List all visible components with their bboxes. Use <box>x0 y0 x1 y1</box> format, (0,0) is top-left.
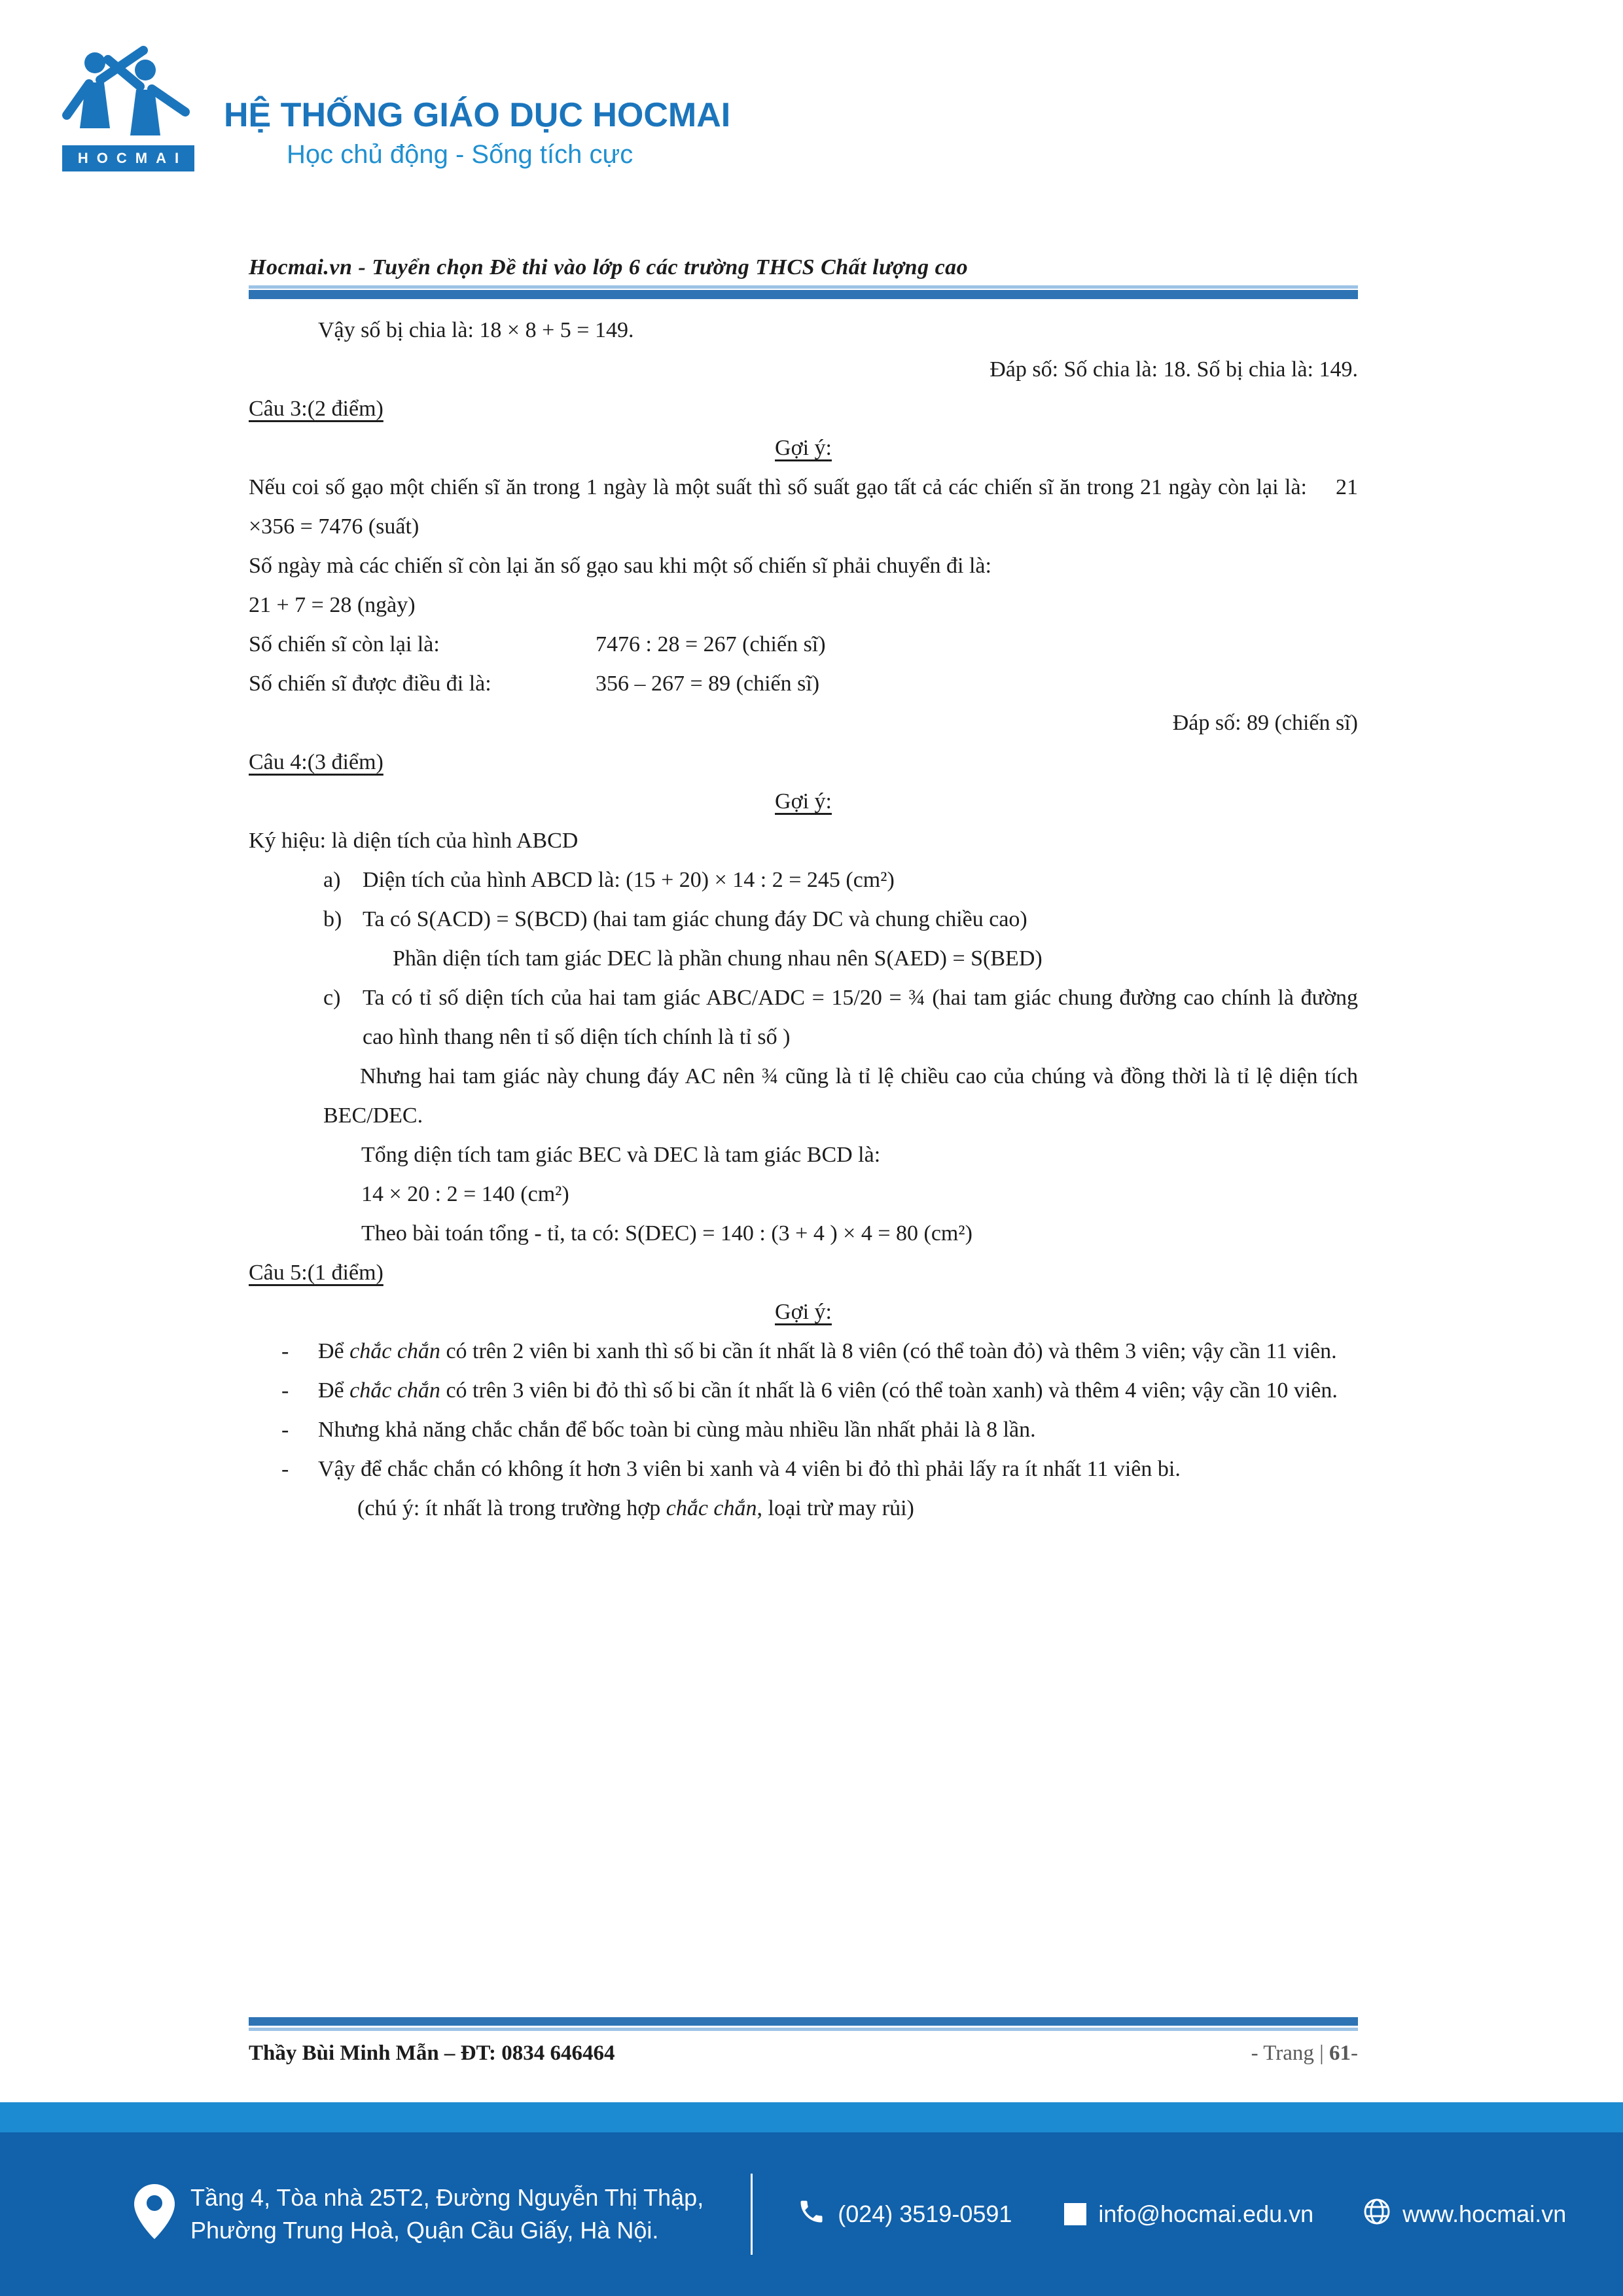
cau4-goiy: Gợi ý: <box>775 789 832 814</box>
address-text: Tầng 4, Tòa nhà 25T2, Đường Nguyễn Thị Thập, Phường Trung Hoà, Quận Cầu Giấy, Hà Nội. <box>190 2184 704 2244</box>
hocmai-logo-box: HOCMAI <box>62 145 194 171</box>
cau3-paragraph-3: 21 + 7 = 28 (ngày) <box>249 593 416 617</box>
cau4-item-b: b) Ta có S(ACD) = S(BCD) (hai tam giác chung đáy DC và chung chiều cao) <box>323 907 1027 931</box>
page-number: - Trang | 61- <box>1251 2041 1358 2065</box>
website-url: www.hocmai.vn <box>1402 2200 1567 2227</box>
footer-rule <box>249 2017 1358 2031</box>
cau5-bullet-4: - Vậy để chắc chắn có không ít hơn 3 viên bi xanh và 4 viên bi đỏ thì phải lấy ra ít nhất 11 viên bi. <box>281 1457 1181 1481</box>
cau5-bullet-1: - Để chắc chắn có trên 2 viên bi xanh thì số bi cần ít nhất là 8 viên (có thể toàn đỏ) và thêm 3 viên; vậy cần 11 viên. <box>281 1339 1337 1363</box>
website-block <box>1363 2198 1566 2231</box>
cau5-bullet-3: - Nhưng khả năng chắc chắn để bốc toàn bi cùng màu nhiều lần nhất phải là 8 lần. <box>281 1418 1036 1442</box>
globe-icon <box>1363 2198 1391 2231</box>
header-rule <box>249 285 1358 299</box>
cau4-paragraph-nhung: Nhưng hai tam giác này chung đáy AC nên ¾ cũng là tỉ lệ chiều cao của chúng và đồng thời là tỉ lệ diện tích BEC/DEC. <box>323 1064 1358 1128</box>
email-icon <box>1064 2203 1086 2225</box>
contact-divider <box>751 2174 753 2255</box>
cau5-goiy: Gợi ý: <box>775 1300 832 1324</box>
cau5-note: (chú ý: ít nhất là trong trường hợp chắc chắn, loại trừ may rủi) <box>357 1496 914 1520</box>
cau3-answer: Đáp số: 89 (chiến sĩ) <box>1172 711 1358 735</box>
bottom-light-strip <box>0 2102 1623 2132</box>
cau5-heading: Câu 5:(1 điểm) <box>249 1261 383 1285</box>
cau3-row-1: Số chiến sĩ còn lại là: 7476 : 28 = 267 (chiến sĩ) <box>249 632 826 656</box>
cau4-intro: Ký hiệu: là diện tích của hình ABCD <box>249 829 579 853</box>
cau4-heading: Câu 4:(3 điểm) <box>249 750 383 774</box>
cau3-paragraph-1: Nếu coi số gạo một chiến sĩ ăn trong 1 ngày là một suất thì số suất gạo tất cả các chiến sĩ ăn trong 21 ngày còn lại là: 21 ×356 = 7476 (suất) <box>249 475 1358 539</box>
cau3-row-2: Số chiến sĩ được điều đi là: 356 – 267 = 89 (chiến sĩ) <box>249 672 820 696</box>
page-footer <box>249 2017 1358 2066</box>
location-pin-icon <box>134 2184 175 2245</box>
cau4-item-b-continuation: Phần diện tích tam giác DEC là phần chung nhau nên S(AED) = S(BED) <box>393 946 1043 971</box>
bottom-contact-bar <box>0 2132 1623 2296</box>
email-block <box>1064 2200 1313 2228</box>
cau4-formula: 14 × 20 : 2 = 140 (cm²) <box>361 1182 569 1206</box>
cau3-goiy: Gợi ý: <box>775 436 832 460</box>
hocmai-logo <box>62 46 200 171</box>
teacher-contact: Thầy Bùi Minh Mẫn – ĐT: 0834 646464 <box>249 2041 615 2065</box>
phone-icon <box>797 2197 826 2232</box>
email-address: info@hocmai.edu.vn <box>1098 2200 1314 2227</box>
cau5-bullet-2: - Để chắc chắn có trên 3 viên bi đỏ thì số bi cần ít nhất là 6 viên (có thể toàn xanh) và thêm 4 viên; vậy cần 10 viên. <box>281 1378 1338 1403</box>
cau3-heading: Câu 3:(2 điểm) <box>249 397 383 421</box>
doc-header: Hocmai.vn - Tuyển chọn Đề thi vào lớp 6 các trường THCS Chất lượng cao <box>249 255 969 279</box>
intro-line: Vậy số bị chia là: 18 × 8 + 5 = 149. <box>318 318 634 342</box>
intro-answer: Đáp số: Số chia là: 18. Số bị chia là: 149. <box>990 357 1358 382</box>
phone-block <box>797 2197 1012 2232</box>
phone-number: (024) 3519-0591 <box>838 2200 1012 2227</box>
brand-subtitle: Học chủ động - Sống tích cực <box>287 140 633 169</box>
brand-title: HỆ THỐNG GIÁO DỤC HOCMAI <box>224 96 731 134</box>
cau4-item-c: c) Ta có tỉ số diện tích của hai tam giác ABC/ADC = 15/20 = ¾ (hai tam giác chung đường cao chính là đường cao hình thang nên tỉ số diện tích chính là tỉ số ) <box>323 986 1358 1049</box>
cau4-paragraph-theo: Theo bài toán tổng - tỉ, ta có: S(DEC) = 140 : (3 + 4 ) × 4 = 80 (cm²) <box>361 1221 972 1246</box>
cau3-paragraph-2: Số ngày mà các chiến sĩ còn lại ăn số gạo sau khi một số chiến sĩ phải chuyển đi là: <box>249 554 991 578</box>
cau4-paragraph-tong: Tổng diện tích tam giác BEC và DEC là tam giác BCD là: <box>361 1143 881 1167</box>
hocmai-people-icon <box>62 46 200 139</box>
cau4-item-a: a) Diện tích của hình ABCD là: (15 + 20) × 14 : 2 = 245 (cm²) <box>323 868 895 892</box>
document-content <box>249 255 1358 1528</box>
